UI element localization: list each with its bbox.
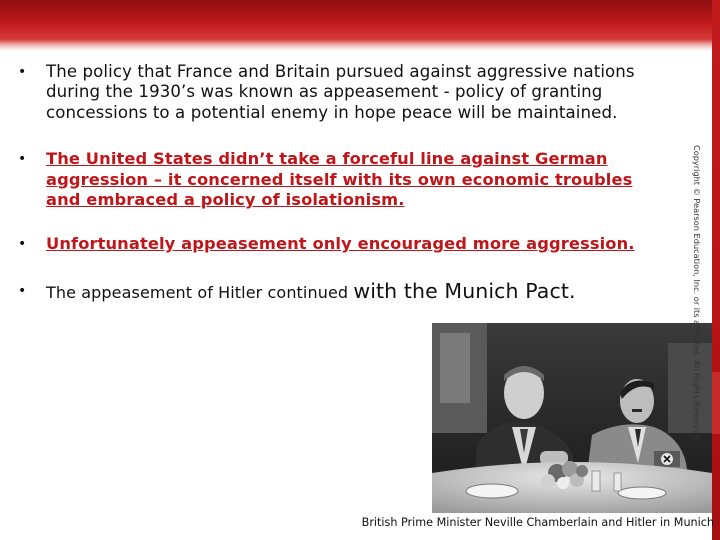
bullet-line: The policy that France and Britain pursued against aggressive nations [46, 62, 635, 81]
bullet-marker: • [18, 283, 27, 299]
bullet-text-small: The appeasement of Hitler continued [46, 283, 354, 302]
bullet-line: Unfortunately appeasement only encouraged more aggression. [46, 234, 635, 253]
bullet-line: aggression – it concerned itself with its own economic troubles [46, 169, 633, 189]
bullet-marker: • [18, 151, 27, 167]
munich-photo-image [432, 323, 712, 513]
bullet-text-large: with the Munich Pact. [353, 279, 576, 303]
bullet-line: during the 1930’s was known as appeasement - policy of granting [46, 82, 603, 102]
photo-caption: British Prime Minister Neville Chamberlain and Hitler in Munich [361, 516, 714, 529]
bullet-marker: • [18, 236, 27, 252]
bullet-text [46, 62, 694, 123]
bullet-line: The United States didn’t take a forceful line against German [46, 149, 608, 168]
bullet-line: concessions to a potential enemy in hope peace will be maintained. [46, 102, 618, 122]
bullet-text [46, 234, 694, 255]
bullet-text [46, 149, 694, 211]
copyright-notice [692, 145, 715, 443]
bullet-text [46, 279, 694, 305]
bullet-marker: • [18, 64, 27, 80]
bullet-line: and embraced a policy of isolationism. [46, 190, 405, 210]
munich-photo [432, 323, 712, 513]
copyright-text: Copyright © Pearson Education, Inc. or its affiliates. All Rights Reserved. [692, 145, 702, 443]
